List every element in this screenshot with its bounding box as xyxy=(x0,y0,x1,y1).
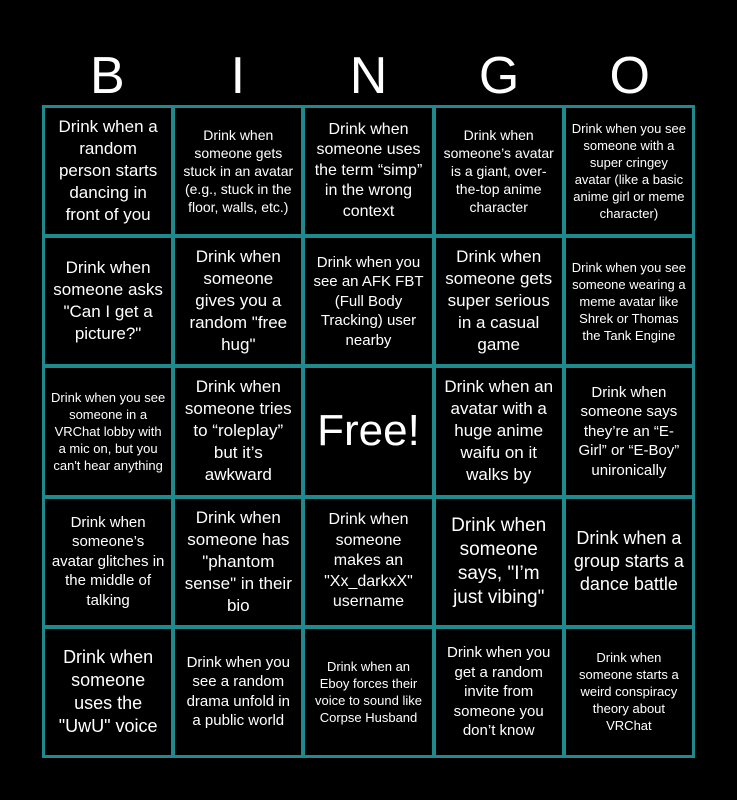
bingo-cell[interactable] xyxy=(45,499,171,625)
bingo-cell[interactable] xyxy=(305,108,431,234)
bingo-cell[interactable] xyxy=(45,238,171,364)
bingo-cell[interactable] xyxy=(175,238,301,364)
cell-text: Drink when someone makes an "Xx_darkxX" username xyxy=(324,511,413,611)
cell-text: Drink when someone’s avatar glitches in the middle of talking xyxy=(51,513,165,609)
cell-text: Drink when someone tries to “roleplay” but it’s awkward xyxy=(184,377,292,485)
free-text: Free! xyxy=(317,406,420,456)
bingo-cell[interactable] xyxy=(566,629,692,755)
bingo-cell[interactable] xyxy=(436,499,562,625)
bingo-cell[interactable] xyxy=(566,368,692,494)
bingo-cell[interactable] xyxy=(436,238,562,364)
cell-text: Drink when someone gives you a random "free hug" xyxy=(189,247,288,355)
cell-text: Drink when someone uses the "UwU" voice xyxy=(58,646,158,736)
bingo-board xyxy=(42,105,695,758)
cell-text: Drink when someone asks "Can I get a picture?" xyxy=(53,258,163,344)
cell-text: Drink when a group starts a dance battle xyxy=(573,528,684,595)
bingo-cell[interactable] xyxy=(175,629,301,755)
bingo-cell[interactable] xyxy=(305,499,431,625)
bingo-cell[interactable] xyxy=(436,368,562,494)
bingo-cell[interactable] xyxy=(566,238,692,364)
cell-text: Drink when you see a random drama unfold in a public world xyxy=(186,653,290,730)
cell-text: Drink when you see someone wearing a meme avatar like Shrek or Thomas the Tank Engine xyxy=(571,259,686,343)
cell-text: Drink when someone says they’re an “E-Girl” or “E-Boy” unironically xyxy=(578,383,680,479)
cell-text: Drink when someone uses the term “simp” in the wrong context xyxy=(314,120,423,220)
bingo-cell[interactable] xyxy=(45,368,171,494)
bingo-cell[interactable] xyxy=(45,108,171,234)
bingo-cell[interactable] xyxy=(45,629,171,755)
cell-text: Drink when someone says, "I’m just vibing" xyxy=(451,514,547,608)
cell-text: Drink when you see someone in a VRChat lobby with a mic on, but you can't hear anything xyxy=(51,389,166,473)
cell-text: Drink when you see someone with a super cringey avatar (like a basic anime girl or meme character) xyxy=(571,121,686,222)
bingo-cell[interactable] xyxy=(305,629,431,755)
bingo-cell[interactable] xyxy=(175,108,301,234)
cell-text: Drink when you get a random invite from someone you don’t know xyxy=(447,644,551,740)
cell-text: Drink when someone’s avatar is a giant, over-the-top anime character xyxy=(443,127,554,216)
cell-text: Drink when an avatar with a huge anime waifu on it walks by xyxy=(444,377,554,485)
free-space[interactable] xyxy=(305,368,431,494)
bingo-cell[interactable] xyxy=(305,238,431,364)
cell-text: Drink when a random person starts dancing in front of you xyxy=(58,117,158,225)
bingo-cell[interactable] xyxy=(436,108,562,234)
bingo-cell[interactable] xyxy=(175,368,301,494)
title-letter-n: N xyxy=(349,47,388,105)
cell-text: Drink when someone has "phantom sense" in their bio xyxy=(184,507,292,615)
bingo-title xyxy=(42,48,695,104)
title-letter-i: I xyxy=(230,47,246,105)
cell-text: Drink when someone starts a weird conspiracy theory about VRChat xyxy=(579,650,679,734)
bingo-cell[interactable] xyxy=(566,108,692,234)
title-letter-o: O xyxy=(609,47,650,105)
title-letter-g: G xyxy=(478,47,520,105)
cell-text: Drink when someone gets super serious in a casual game xyxy=(445,247,553,355)
cell-text: Drink when you see an AFK FBT (Full Body Tracking) user nearby xyxy=(313,253,424,349)
cell-text: Drink when someone gets stuck in an avatar (e.g., stuck in the floor, walls, etc.) xyxy=(183,127,294,216)
cell-text: Drink when an Eboy forces their voice to sound like Corpse Husband xyxy=(315,658,422,725)
bingo-cell[interactable] xyxy=(436,629,562,755)
title-letter-b: B xyxy=(89,47,125,105)
bingo-cell[interactable] xyxy=(566,499,692,625)
bingo-cell[interactable] xyxy=(175,499,301,625)
